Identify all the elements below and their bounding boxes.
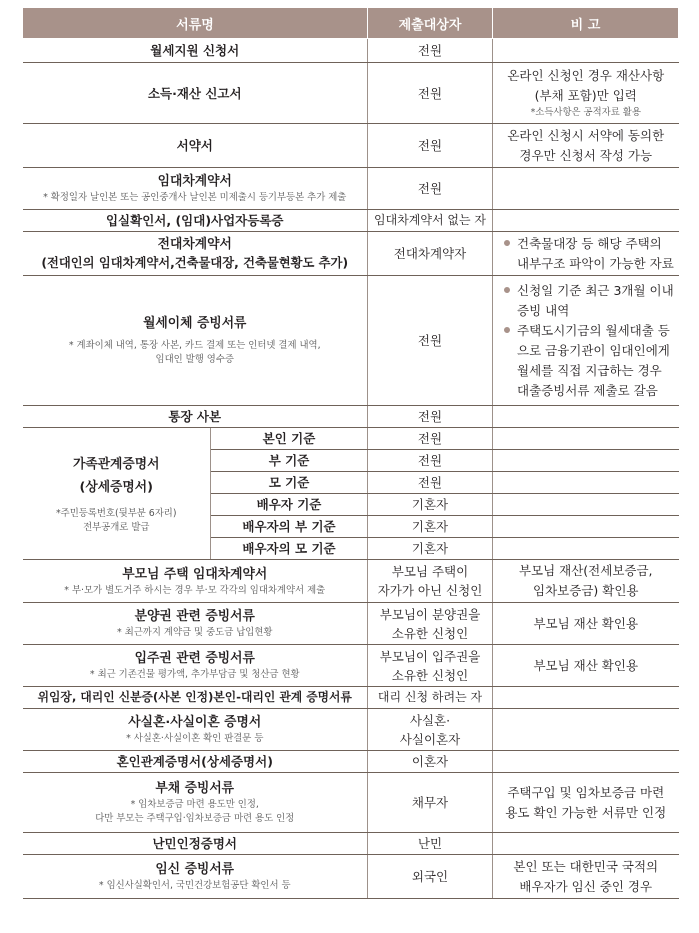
table-row (23, 406, 679, 428)
remark-line: 온라인 신청시 서약에 동의한 (507, 127, 665, 143)
remark-bullet: 건축물대장 등 해당 주택의 내부구조 파악이 가능한 자료 (517, 234, 675, 274)
document-name: 입주권 관련 증빙서류 (134, 651, 255, 666)
target-cell: 대리 신청 하려는 자 (368, 687, 493, 709)
document-name-cell (23, 709, 368, 751)
remark-cell (493, 645, 679, 687)
documents-table (22, 7, 679, 899)
remark-cell (493, 538, 679, 560)
document-name-cell (23, 428, 211, 560)
target-cell: 외국인 (368, 855, 493, 899)
document-name: 분양권 관련 증빙서류 (134, 609, 255, 624)
document-name-cell (23, 560, 368, 603)
remark-line: 용도 확인 가능한 서류만 인정 (505, 804, 667, 820)
table-row (23, 428, 679, 450)
remark-line: 부모님 재산 확인용 (533, 657, 639, 673)
document-name: 통장 사본 (23, 406, 368, 428)
document-note: * 임차보증금 마련 용도만 인정, (130, 799, 259, 810)
remark-cell (493, 603, 679, 645)
document-name-cell (23, 232, 368, 276)
target-line: 부모님 주택이 (391, 564, 469, 579)
table-row (23, 645, 679, 687)
target-line: 소유한 신청인 (391, 625, 469, 641)
remark-cell (493, 63, 679, 124)
document-name: 부채 증빙서류 (155, 781, 235, 796)
remark-cell (493, 709, 679, 751)
remark-cell (493, 210, 679, 232)
document-name: 사실혼·사실이혼 증명서 (128, 715, 262, 730)
table-row (23, 124, 679, 168)
target-cell: 전원 (368, 472, 493, 494)
target-cell: 기혼자 (368, 538, 493, 560)
table-row (23, 39, 679, 63)
remark-cell (493, 428, 679, 450)
target-cell: 전원 (368, 450, 493, 472)
document-name: 난민인정증명서 (23, 833, 368, 855)
document-note: * 확정일자 날인본 또는 공인중개사 날인본 미제출시 등기부등본 추가 제출 (43, 192, 347, 203)
remark-cell (493, 751, 679, 773)
target-cell: 전대차계약자 (368, 232, 493, 276)
table-row (23, 168, 679, 210)
table-row (23, 751, 679, 773)
document-name: 서약서 (23, 124, 368, 168)
target-cell (368, 603, 493, 645)
target-cell (368, 645, 493, 687)
sub-document: 배우자의 부 기준 (211, 516, 368, 538)
table-row (23, 232, 679, 276)
target-line: 자가가 아닌 신청인 (377, 583, 483, 598)
remark-cell (493, 833, 679, 855)
table-row (23, 773, 679, 833)
document-name-cell (23, 168, 368, 210)
remark-bullet: 신청일 기준 최근 3개월 이내 증빙 내역 (517, 281, 675, 321)
remark-cell (493, 773, 679, 833)
document-note: * 계좌이체 내역, 통장 사본, 카드 결제 또는 인터넷 결제 내역, (68, 340, 321, 351)
document-note: * 사실혼·사실이혼 확인 판결문 등 (126, 733, 264, 744)
document-note: * 최근 기존건물 평가액, 추가부담금 및 청산금 현황 (89, 669, 300, 680)
sub-document: 배우자의 모 기준 (211, 538, 368, 560)
table-row (23, 603, 679, 645)
remark-line: 경우만 신청서 작성 가능 (519, 147, 653, 163)
header-row (23, 8, 679, 39)
remark-note: *소득사항은 공적자료 활용 (530, 107, 641, 118)
document-name: 임신 증빙서류 (155, 862, 235, 877)
remark-cell (493, 472, 679, 494)
document-name: 임대차계약서 (157, 174, 232, 189)
document-name: 혼인관계증명서(상세증명서) (23, 751, 368, 773)
table-row (23, 276, 679, 406)
remark-cell (493, 687, 679, 709)
document-name: 가족관계증명서 (72, 456, 160, 472)
remark-cell (493, 276, 679, 406)
target-cell: 전원 (368, 276, 493, 406)
target-line: 사실이혼자 (399, 731, 461, 747)
document-note: 전부공개로 발급 (83, 521, 150, 533)
sub-document: 본인 기준 (211, 428, 368, 450)
remark-cell (493, 124, 679, 168)
remark-cell (493, 232, 679, 276)
remark-line: (부채 포함)만 입력 (534, 88, 637, 103)
table-row (23, 709, 679, 751)
document-name-cell (23, 773, 368, 833)
header-remark: 비 고 (493, 8, 679, 39)
target-cell: 기혼자 (368, 494, 493, 516)
remark-cell (493, 406, 679, 428)
target-cell: 전원 (368, 63, 493, 124)
document-name: 월세지원 신청서 (23, 39, 368, 63)
remark-cell (493, 560, 679, 603)
document-name-cell (23, 276, 368, 406)
target-cell: 전원 (368, 39, 493, 63)
remark-line: 온라인 신청인 경우 재산사항 (507, 68, 665, 83)
document-note: 임대인 발행 영수증 (155, 354, 234, 365)
document-name: 부모님 주택 임대차계약서 (122, 566, 268, 582)
target-line: 사실혼· (409, 712, 451, 728)
table-row (23, 63, 679, 124)
target-cell: 이혼자 (368, 751, 493, 773)
document-note: *주민등록번호(뒷부분 6자리) (55, 507, 177, 519)
remark-cell (493, 168, 679, 210)
remark-bullets (497, 234, 675, 274)
document-note: * 임신사실확인서, 국민건강보험공단 확인서 등 (98, 880, 291, 891)
remark-line: 부모님 재산(전세보증금, (518, 563, 653, 578)
sub-document: 배우자 기준 (211, 494, 368, 516)
table-row (23, 210, 679, 232)
header-document-name: 서류명 (23, 8, 368, 39)
remark-line: 임차보증금) 확인용 (533, 583, 639, 598)
target-line: 부모님이 입주권을 (379, 648, 481, 664)
document-name-detail: (전대인의 임대차계약서,건축물대장, 건축물현황도 추가) (41, 255, 349, 270)
remark-cell (493, 516, 679, 538)
target-line: 소유한 신청인 (391, 667, 469, 683)
document-note: * 최근까지 계약금 및 중도금 납입현황 (117, 627, 273, 638)
document-name: 입실확인서, (임대)사업자등록증 (23, 210, 368, 232)
target-cell: 임대차계약서 없는 자 (368, 210, 493, 232)
target-cell (368, 560, 493, 603)
document-name: 월세이체 증빙서류 (143, 316, 247, 331)
sub-document: 부 기준 (211, 450, 368, 472)
target-cell: 기혼자 (368, 516, 493, 538)
table-row (23, 560, 679, 603)
table-row (23, 833, 679, 855)
target-cell: 전원 (368, 428, 493, 450)
target-line: 부모님이 분양권을 (379, 606, 481, 622)
document-note: * 부·모가 별도거주 하시는 경우 부·모 각각의 임대차계약서 제출 (64, 584, 326, 596)
remark-cell (493, 855, 679, 899)
remark-line: 부모님 재산 확인용 (533, 615, 639, 631)
remark-cell (493, 450, 679, 472)
document-name: (상세증명서) (79, 479, 153, 495)
sub-document: 모 기준 (211, 472, 368, 494)
document-name: 소득·재산 신고서 (23, 63, 368, 124)
document-name-cell (23, 645, 368, 687)
remark-line: 본인 또는 대한민국 국적의 (513, 858, 659, 874)
table-row (23, 687, 679, 709)
document-name: 전대차계약서 (157, 236, 232, 252)
remark-cell (493, 39, 679, 63)
remark-cell (493, 494, 679, 516)
target-cell: 난민 (368, 833, 493, 855)
header-target: 제출대상자 (368, 8, 493, 39)
target-cell (368, 709, 493, 751)
document-note: 다만 부모는 주택구입·임차보증금 마련 용도 인정 (95, 813, 295, 824)
document-name: 위임장, 대리인 신분증(사본 인정)본인-대리인 관계 증명서류 (23, 687, 368, 709)
table-row (23, 855, 679, 899)
target-cell: 채무자 (368, 773, 493, 833)
document-name-cell (23, 855, 368, 899)
document-name-cell (23, 603, 368, 645)
remark-bullet: 주택도시기금의 월세대출 등으로 금융기관이 임대인에게 월세를 직접 지급하는 경우 대출증빙서류 제출로 갈음 (517, 321, 675, 401)
remark-line: 주택구입 및 임차보증금 마련 (507, 784, 665, 800)
target-cell: 전원 (368, 124, 493, 168)
target-cell: 전원 (368, 168, 493, 210)
target-cell: 전원 (368, 406, 493, 428)
remark-line: 배우자가 임신 중인 경우 (519, 878, 653, 894)
remark-bullets (497, 281, 675, 401)
